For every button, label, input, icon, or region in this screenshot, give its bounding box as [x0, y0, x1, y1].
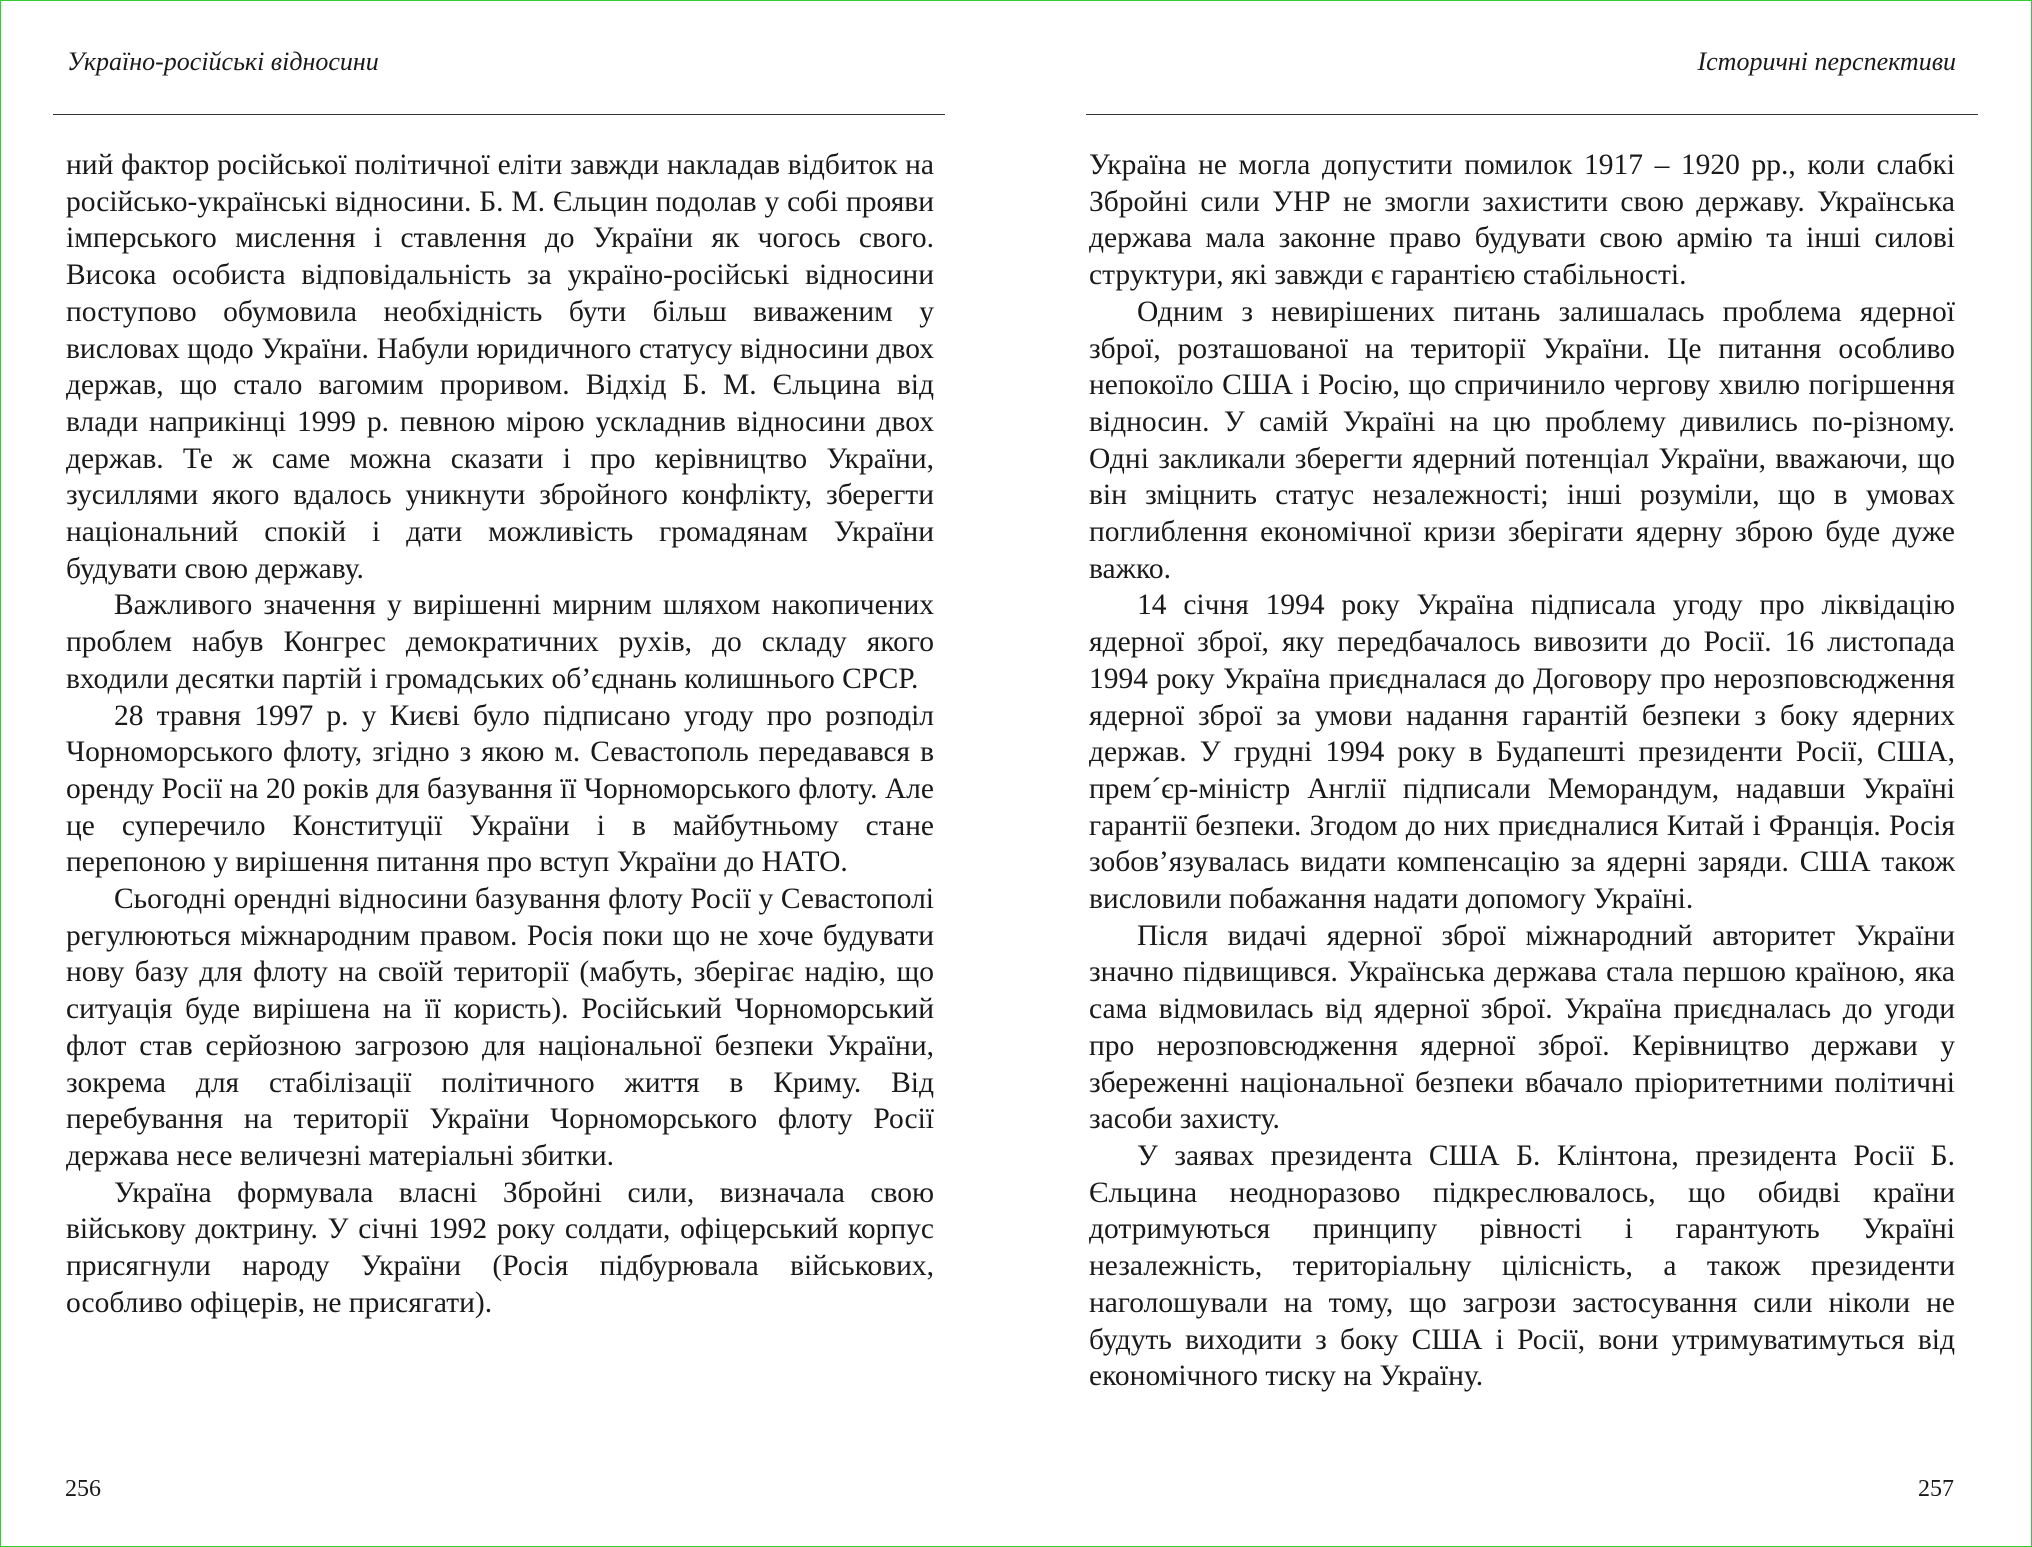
header-rule-right	[1086, 114, 1978, 115]
paragraph: Сьогодні орендні відносини базування флоту Росії у Севастополі регулюються міжнародним правом. Росія поки що не хоче будувати нову базу для флоту на своїй території (мабуть, зберігає надію, що ситуація буде вирішена на її користь). Російський Чорноморський флот став серйозною загрозою для національної безпеки України, зокрема для стабілізації політичного життя в Криму. Від перебування на території України Чорноморського флоту Росії держава несе величезні матеріальні збитки.	[66, 883, 934, 1172]
running-head-left: Україно-російські відносини	[67, 47, 379, 76]
paragraph: 14 січня 1994 року Україна підписала угоду про ліквідацію ядерної зброї, яку передбачалось вивозити до Росії. 16 листопада 1994 року Україна приєдналася до Договору про нерозповсюдження ядерної зброї за умови надання гарантій безпеки з боку ядерних держав. У грудні 1994 року в Будапешті президенти Росії, США, прем´єр-міністр Англії підписали Меморандум, надавши Україні гарантії безпеки. Згодом до них приєдналися Китай і Франція. Росія зобов’язувалась видати компенсацію за ядерні заряди. США також висловили побажання надати допомогу Україні.	[1089, 589, 1955, 916]
paragraph: Після видачі ядерної зброї міжнародний авторитет України значно підвищився. Українська держава стала першою країною, яка сама відмовилась від ядерної зброї. Україна приєдналась до угоди про нерозповсюдження ядерної зброї. Керівництво держави у збереженні національної безпеки вбачало пріоритетними політичні засоби захисту.	[1089, 919, 1955, 1136]
page-number-right: 257	[1918, 1476, 1954, 1502]
paragraph: Важливого значення у вирішенні мирним шляхом накопичених проблем набув Конгрес демократичних рухів, до складу якого входили десятки партій і громадських об’єднань колишнього СРСР.	[66, 589, 934, 695]
left-page-body	[66, 147, 934, 1322]
page-number-left: 256	[65, 1476, 101, 1502]
running-head-right: Історичні перспективи	[1697, 47, 1956, 76]
right-page	[1086, 1, 1956, 1546]
paragraph: У заявах президента США Б. Клінтона, президента Росії Б. Єльцина неодноразово підкреслювалось, що обидві країни дотримуються принципу рівності і гарантують Україні незалежність, територіальну цілісність, а також президенти наголошували на тому, що загрози застосування сили ніколи не будуть виходити з боку США і Росії, вони утримуватимуться від економічного тиску на Україну.	[1089, 1139, 1955, 1393]
right-page-body	[1089, 147, 1955, 1395]
paragraph: 28 травня 1997 р. у Києві було підписано угоду про розподіл Чорноморського флоту, згідно з якою м. Севастополь передавався в оренду Росії на 20 років для базування її Чорноморського флоту. Але це суперечило Конституції України і в майбутньому стане перепоною у вирішення питання про вступ України до НАТО.	[66, 699, 934, 879]
header-rule-left	[53, 114, 945, 115]
paragraph: ний фактор російської політичної еліти завжди накладав відбиток на російсько-українські відносини. Б. М. Єльцин подолав у собі прояви імперського мислення і ставлення до України як чогось свого. Висока особиста відповідальність за україно-російські відносини поступово обумовила необхідність бути більш виваженим у висловах щодо України. Набули юридичного статусу відносини двох держав, що стало вагомим проривом. Відхід Б. М. Єльцина від влади наприкінці 1999 р. певною мірою ускладнив відносини двох держав. Те ж саме можна сказати і про керівництво України, зусиллями якого вдалось уникнути збройного конфлікту, зберегти національний спокій і дати можливість громадянам України будувати свою державу.	[66, 149, 934, 585]
paragraph: Україна формувала власні Збройні сили, визначала свою військову доктрину. У січні 1992 року солдати, офіцерський корпус присягнули народу України (Росія підбурювала військових, особливо офіцерів, не присягати).	[66, 1176, 934, 1319]
paragraph: Одним з невирішених питань залишалась проблема ядерної зброї, розташованої на території України. Це питання особливо непокоїло США і Росію, що спричинило чергову хвилю погіршення відносин. У самій Україні на цю проблему дивились по-різному. Одні закликали зберегти ядерний потенціал України, вважаючи, що він зміцнить статус незалежності; інші розуміли, що в умовах поглиблення економічної кризи зберігати ядерну зброю буде дуже важко.	[1089, 295, 1955, 585]
paragraph: Україна не могла допустити помилок 1917 – 1920 рр., коли слабкі Збройні сили УНР не змогли захистити свою державу. Українська держава мала законне право будувати свою армію та інші силові структури, які завжди є гарантією стабільності.	[1089, 149, 1955, 292]
left-page	[53, 1, 943, 1546]
